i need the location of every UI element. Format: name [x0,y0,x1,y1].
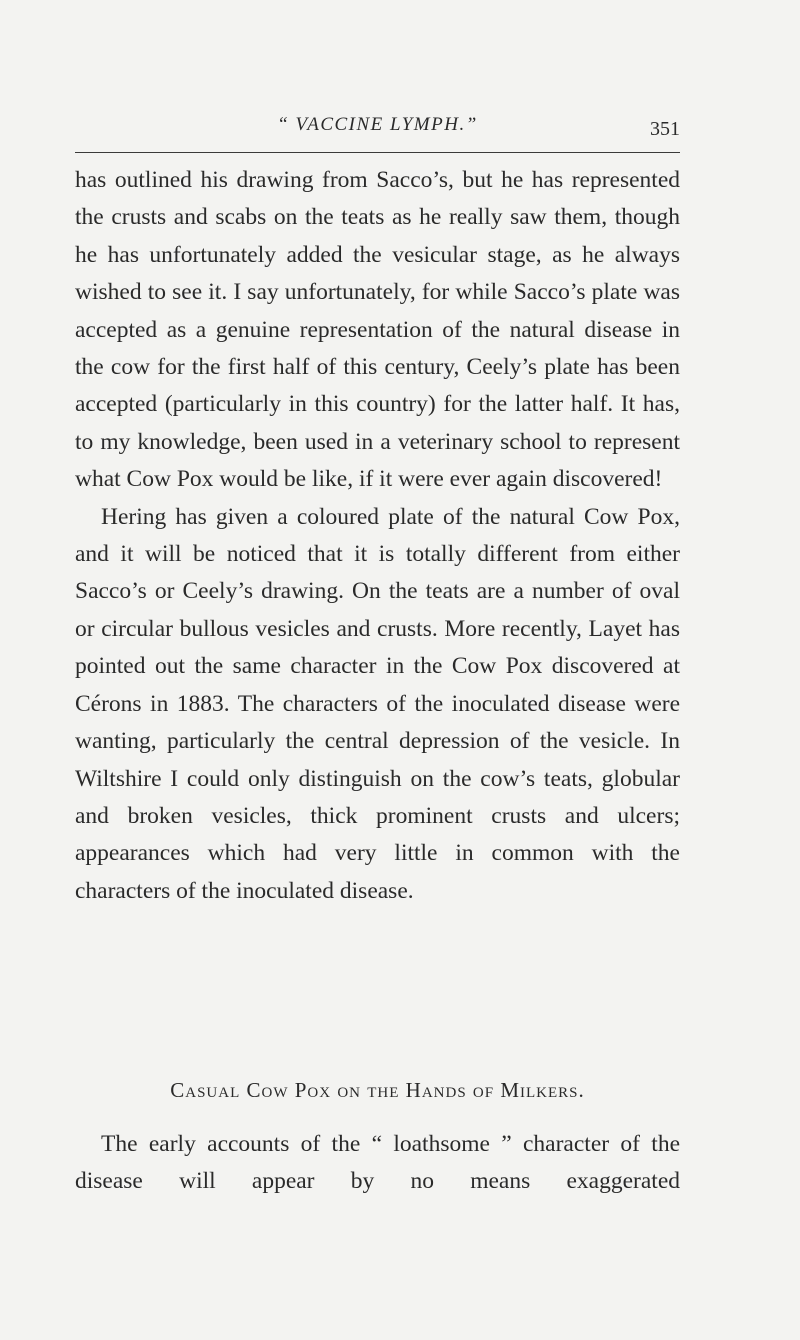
paragraph: has outlined his drawing from Sacco’s, but he has represented the crusts and scabs on the teats as he really saw them, though he has unfortunately added the vesicular stage, as he always wished to see it. I say unfortunately, for while Sacco’s plate was accepted as a genuine representation of the natural disease in the cow for the first half of this century, Ceely’s plate has been accepted (particularly in this country) for the latter half. It has, to my knowledge, been used in a veterinary school to represent what Cow Pox would be like, if it were ever again discovered! [75,167,680,493]
page-number: 351 [650,118,680,140]
running-head [75,106,680,146]
header-rule [75,152,680,153]
paragraph: The early accounts of the “ loathsome ” character of the disease will appear by no means exaggerated [75,1131,680,1195]
section-heading: Casual Cow Pox on the Hands of Milkers. [170,1078,585,1102]
paragraph: Hering has given a coloured plate of the natural Cow Pox, and it will be noticed that it is totally different from either Sacco’s or Ceely’s drawing. On the teats are a number of oval or circular bullous vesicles and crusts. More recently, Layet has pointed out the same character in the Cow Pox discovered at Cérons in 1883. The characters of the inoculated disease were wanting, particularly the central depression of the vesicle. In Wiltshire I could only distinguish on the cow’s teats, globular and broken vesicles, thick prominent crusts and ulcers; appearances which had very little in common with the characters of the inoculated disease. [75,503,680,904]
running-title: “ VACCINE LYMPH.” [277,114,478,135]
body-text [75,162,680,910]
